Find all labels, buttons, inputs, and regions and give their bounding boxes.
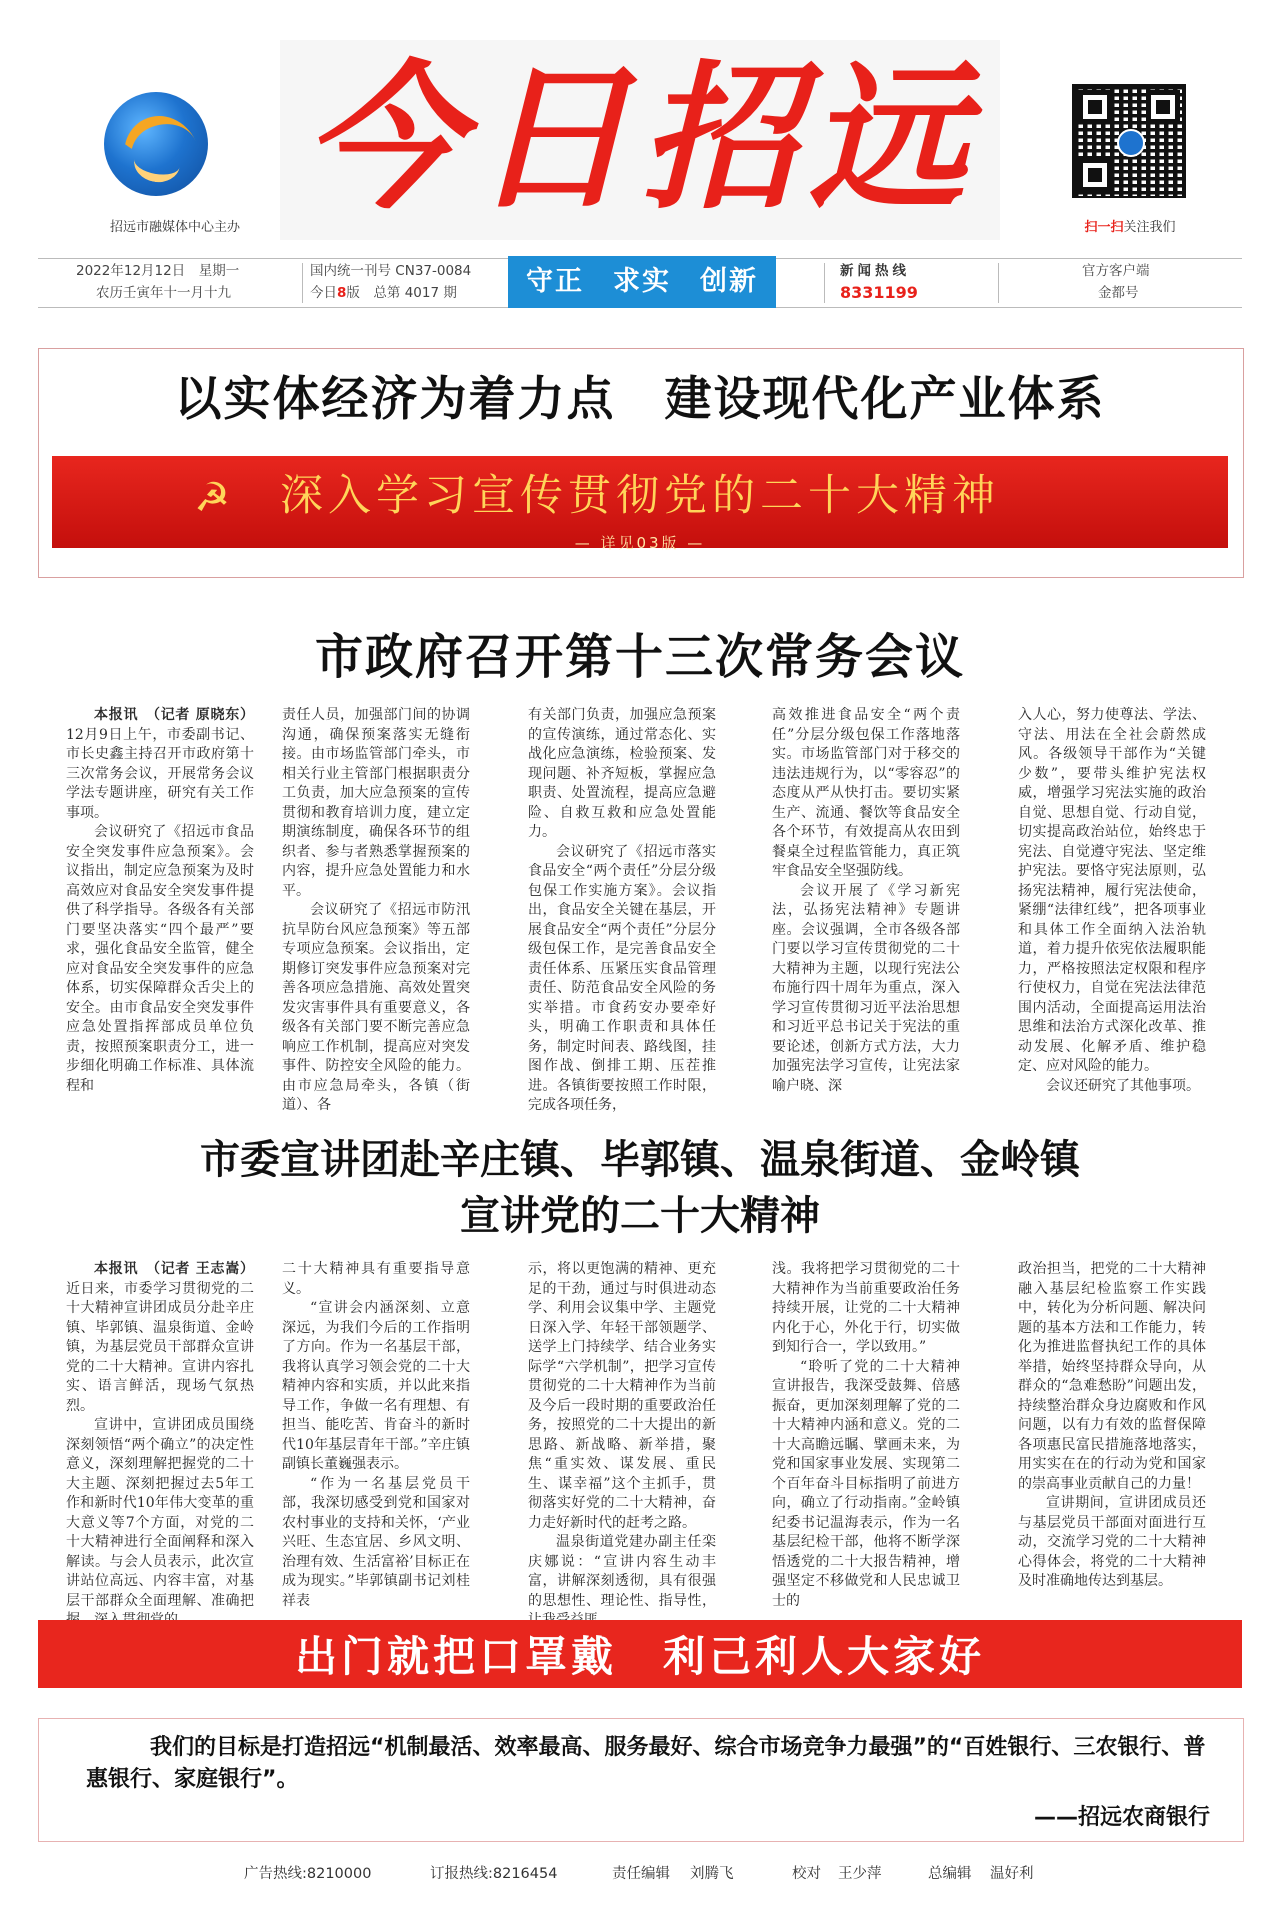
scan-prompt [1060, 216, 1200, 235]
article2-byline: 本报讯 （记者 王志嵩） [94, 1261, 254, 1277]
bank-ad-signature: ——招远农商银行 [1033, 1805, 1210, 1830]
serial-number: 国内统一刊号 CN37-0084 [310, 263, 472, 279]
issue-date: 2022年12月12日 星期一 [76, 263, 240, 279]
article1-column-3: 有关部门负责，加强应急预案的宣传演练，通过常态化、实战化应急演练，检验预案、发现问题、补齐短板，掌握应急职责、处置流程，提高应急避险、自救互救和应急处置能力。 会议研究了《招远市落实食品安全“两个责任”分层分级包保工作实施方案》。会议指出，食品安全关键在基层，开展食品安全“两个责任”分层分级包保工作，是完善食品安全责任体系、压紧压实食品管理责任、防范食品安全风险的务实举措。市食药安办要牵好头，明确工作职责和具体任务，制定时间表、路线图，挂图作战、倒排工期、压茬推进。各镇街要按照工作时限，完成各项任务， [528, 707, 716, 1113]
ad-hotline: 广告热线:8210000 [244, 1866, 372, 1882]
article2-headline-line2: 宣讲党的二十大精神 [460, 1193, 820, 1239]
article2-column-3: 示，将以更饱满的精神、更充足的干劲，通过与时俱进动态学、利用会议集中学、主题党日深入学、年轻干部领题学、送学上门持续学、结合业务实际学“六学机制”，把学习宣传贯彻党的二十大精神作为当前及今后一段时期的重要政治任务，按照党的二十大提出的新思路、新战略、新举措，聚焦“重实效、谋发展、重民生、谋幸福”这个主抓手，贯彻落实好党的二十大精神，奋力走好新时代的赶考之路。 温泉街道党建办副主任栾庆娜说：“宣讲内容生动丰富，讲解深刻透彻，具有很强的思想性、理论性、指导性， [528, 1261, 716, 1609]
client-label: 官方客户端 [1082, 263, 1150, 279]
article1-column-2: 责任人员，加强部门间的协调沟通，确保预案落实无缝衔接。由市场监管部门牵头，市相关行业主管部门根据职责分工负责，加大应急预案的宣传贯彻和教育培训力度，建立定期演练制度，确保各环节的组织者、参与者熟悉掌握预案的内容，提升应急处置能力和水平。 会议研究了《招远市防汛抗旱防台风应急预案》等五部专项应急预案。会议指出，定期修订突发事件应急预案对完善各项应急措施、高效处置突发灾害事件具有重要意义，各级各有关部门要不断完善应急响应工作机制，提高应对突发事件、防控安全风险的能力。由市应急局牵头，各镇（街道）、各 [282, 707, 470, 1113]
article1-byline: 本报讯 （记者 原晓东） [94, 707, 254, 723]
client-name: 金都号 [1098, 285, 1139, 301]
proofreader-name: 王少萍 [838, 1866, 882, 1882]
hotline-label: 新闻热线 [840, 263, 910, 279]
qr-code[interactable] [1072, 84, 1186, 198]
subscription-hotline: 订报热线:8216454 [430, 1866, 558, 1882]
newspaper-title: 今日招远 [304, 46, 976, 231]
scan-text: 关注我们 [1123, 220, 1176, 235]
chief-editor-name: 温好利 [990, 1866, 1034, 1882]
party-emblem-icon: ☭ [194, 475, 230, 521]
article2-column-2: 二十大精神具有重要指导意义。 “宣讲会内涵深刻、立意深远，为我们今后的工作指明了方向。作为一名基层干部，我将认真学习领会党的二十大精神内容和实质，并以此来指导工作，争做一名有理想、有担当、能吃苦、肯奋斗的新时代10年基层青年干部。”辛庄镇副镇长董巍强表示。 “作为一名基层党员干部，我深切感受到党和国家对农村事业的支持和关怀，‘产业兴旺、生态宜居、乡风文明、治理有效、生活富裕’目标正在成为现实。”毕郭镇副书记刘桂祥表 [282, 1261, 470, 1609]
lead-headline: 以实体经济为着力点 建设现代化产业体系 [174, 372, 1106, 427]
page-count: 今日8版 总第 4017 期 [310, 285, 457, 301]
article2-column-5: 政治担当，把党的二十大精神融入基层纪检监察工作实践中，转化为分析问题、解决问题的基本方法和工作能力，转化为推进监督执纪工作的具体举措，始终坚持群众导向，从群众的“急难愁盼”问题出发，持续整治群众身边腐败和作风问题，以有力有效的监督保障各项惠民富民措施落地落实，用实实在在的行动为党和国家的崇高事业贡献自己的力量！ 宣讲期间，宣讲团成员还与基层党员干部面对面进行互动，交流学习党的二十大精神心得体会，将党的二十大精神及时准确地传达到基层。 [1018, 1261, 1206, 1589]
article2-column-4: 浅。我将把学习贯彻党的二十大精神作为当前重要政治任务持续开展，让党的二十大精神内化于心，外化于行，切实做到知行合一，学以致用。” “聆听了党的二十大精神宣讲报告，我深受鼓舞、倍感振奋，更加深刻理解了党的二十大精神内涵和意义。党的二十大高瞻远瞩、擘画未来，为党和国家事业发展、实现第二个百年奋斗目标指明了前进方向，确立了行动指南。”金岭镇纪委书记温海表示，作为一名基层纪检干部，他将不断学深悟透党的二十大报告精神，增强坚定不移做党和人民忠诚卫士的 [772, 1261, 960, 1609]
article1-column-4: 高效推进食品安全“两个责任”分层分级包保工作落地落实。市场监管部门对于移交的违法违规行为，以“零容忍”的态度从严从快打击。要切实紧生产、流通、餐饮等食品安全各个环节，有效提高从农田到餐桌全过程监管能力，真正筑牢食品安全坚强防线。 会议开展了《学习新宪法，弘扬宪法精神》专题讲座。会议强调，全市各级各部门要以学习宣传贯彻党的二十大精神为主题，以现行宪法公布施行四十周年为重点，深入学习宣传贯彻习近平法治思想和习近平总书记关于宪法的重要论述，创新方式方法，大力加强宪法学习宣传，让宪法家喻户晓、深 [772, 707, 960, 1094]
page-count-number: 8 [337, 285, 347, 301]
article2-column-1: 本报讯 （记者 王志嵩）近日来，市委学习贯彻党的二十大精神宣讲团成员分赴辛庄镇、毕郭镇、温泉街道、金岭镇，为基层党员干部群众宣讲党的二十大精神。宣讲内容扎实、语言鲜活，现场气氛热烈。 宣讲中，宣讲团成员围绕深刻领悟“两个确立”的决定性意义，深刻理解把握党的二十大主题、深刻把握过去5年工作和新时代10年伟大变革的重大意义等7个方面，对党的二十大精神进行全面阐释和深入解读。与会人员表示，此次宣讲站位高远、内容丰富，对基层干部群众全面理解、准确把 [66, 1261, 254, 1609]
bank-ad-text: 我们的目标是打造招远“机制最活、效率最高、服务最好、综合市场竞争力最强”的“百姓银行、三农银行、普惠银行、家庭银行”。 [86, 1735, 1206, 1792]
chief-editor-label: 总编辑 [928, 1866, 972, 1882]
party-banner-text: 深入学习宣传贯彻党的二十大精神 [280, 471, 1000, 521]
footer [38, 1852, 1242, 1896]
article1-headline: 市政府召开第十三次常务会议 [314, 629, 965, 685]
motto-badge: 守正 求实 创新 [508, 256, 776, 308]
proofreader-label: 校对 [792, 1866, 821, 1882]
editor-name: 刘腾飞 [690, 1866, 734, 1882]
sponsor-text: 招远市融媒体中心主办 [109, 220, 240, 235]
article1-column-5: 入人心，努力使尊法、学法、守法、用法在全社会蔚然成风。各级领导干部作为“关键少数”，要带头维护宪法权威，增强学习宪法实施的政治自觉、思想自觉、行动自觉，切实提高政治站位，始终忠于宪法、自觉遵守宪法、坚定维护宪法。要恪守宪法原则，弘扬宪法精神，履行宪法使命，紧绷“法律红线”，把各项事业和具体工作全面纳入法治轨道，着力提升依宪依法履职能力，严格按照法定权限和程序行使权力，自觉在宪法法律范围内活动，全面提高运用法治思维和法治方式深化改革、推动发展、化解矛盾、维护稳定、应对风险的能力。 会议还研究了其他事项。 [1018, 707, 1206, 1094]
page-reference: — 详见03版 — [574, 534, 706, 552]
mask-psa-text: 出门就把口罩戴 利己利人大家好 [294, 1632, 985, 1681]
editor-label: 责任编辑 [612, 1866, 670, 1882]
hotline-number: 8331199 [840, 283, 918, 302]
article2-headline-line1: 市委宣讲团赴辛庄镇、毕郭镇、温泉街道、金岭镇 [200, 1137, 1080, 1183]
scan-label: 扫一扫 [1084, 220, 1124, 235]
article1-column-1: 本报讯 （记者 原晓东）12月9日上午，市委副书记、市长史鑫主持召开市政府第十三次常务会议，开展常务会议学法专题讲座，研究有关工作事项。 会议研究了《招远市食品安全突发事件应急预案》。会议指出，制定应急预案为及时高效应对食品安全突发事件提供了科学指导。各级各有关部门要坚决落实“四个最严”要求，强化食品安全监管，健全应对食品安全突发事件的应急体系，切实保障群众舌尖上的安全。由市食品安全突发事件应急处置指挥部成员单位负责，按照预案职责分工，进一步细化明确工作标准、具体流程和 [66, 707, 254, 1094]
media-center-logo [104, 92, 208, 196]
lunar-date: 农历壬寅年十一月十九 [96, 285, 231, 301]
